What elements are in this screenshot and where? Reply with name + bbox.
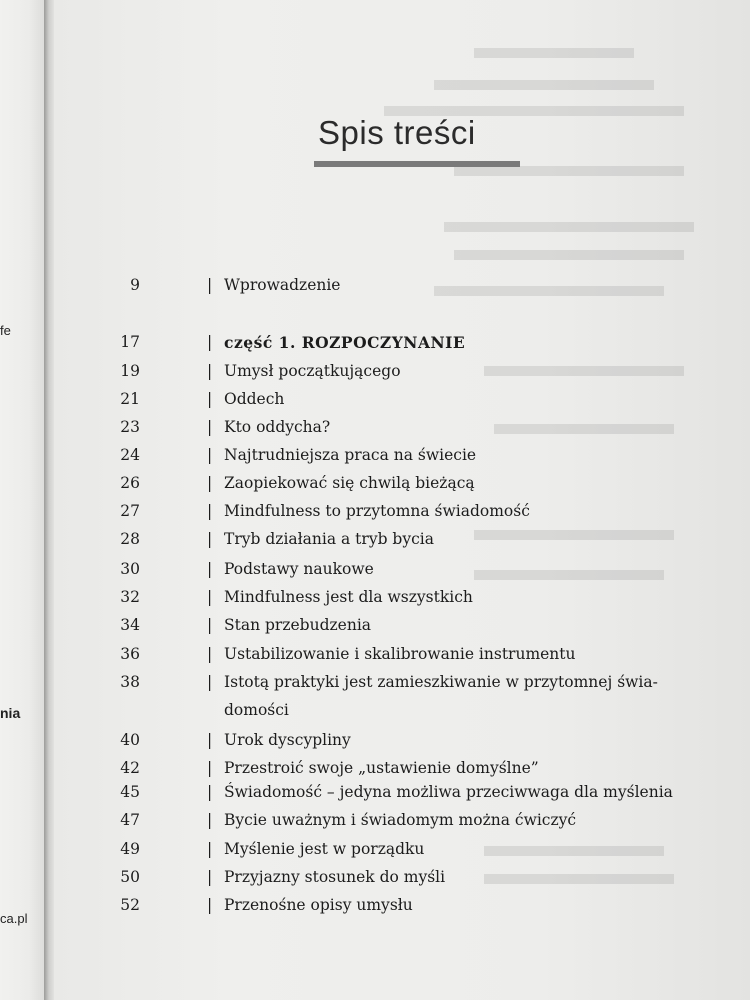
toc-page-number: 32 [120, 588, 140, 606]
toc-chapter-title: Mindfulness jest dla wszystkich [224, 588, 473, 606]
toc-chapter-title: Umysł początkującego [224, 362, 401, 380]
toc-entry [54, 333, 744, 361]
toc-chapter-title: Podstawy naukowe [224, 560, 374, 578]
toc-entry [54, 783, 744, 811]
page-title: Spis treści [318, 114, 476, 151]
toc-entry [54, 362, 744, 390]
toc-page-number: 47 [120, 811, 140, 829]
toc-entry [54, 390, 744, 418]
toc-part-heading: część 1. ROZPOCZYNANIE [224, 333, 466, 352]
toc-separator: | [207, 645, 213, 663]
toc-chapter-title: Zaopiekować się chwilą bieżącą [224, 474, 475, 492]
toc-page-number: 19 [120, 362, 140, 380]
toc-separator: | [207, 840, 213, 858]
toc-page-number: 21 [120, 390, 140, 408]
toc-separator: | [207, 474, 213, 492]
toc-entry [54, 502, 744, 530]
toc-page-number: 52 [120, 896, 140, 914]
toc-chapter-title: Bycie uważnym i świadomym można ćwiczyć [224, 811, 577, 829]
toc-chapter-title: Stan przebudzenia [224, 616, 372, 634]
toc-entry [54, 418, 744, 446]
toc-entry [54, 896, 744, 924]
toc-chapter-title: Myślenie jest w porządku [224, 840, 425, 858]
toc-separator: | [207, 673, 213, 691]
toc-page-number: 23 [120, 418, 140, 436]
toc-page-number: 17 [120, 333, 140, 351]
toc-page-number: 26 [120, 474, 140, 492]
toc-entry [54, 276, 744, 304]
toc-entry [54, 868, 744, 896]
toc-chapter-title: Wprowadzenie [224, 276, 341, 294]
toc-separator: | [207, 560, 213, 578]
book-page [54, 0, 750, 1000]
left-page-fragment: nia [0, 705, 21, 721]
toc-entry [54, 645, 744, 673]
toc-chapter-title: Przenośne opisy umysłu [224, 896, 413, 914]
toc-page-number: 45 [120, 783, 140, 801]
toc-separator: | [207, 616, 213, 634]
toc-entry [54, 588, 744, 616]
toc-separator: | [207, 530, 213, 548]
toc-page-number: 40 [120, 731, 140, 749]
toc-separator: | [207, 446, 213, 464]
toc-chapter-title-continuation: domości [224, 701, 289, 719]
toc-separator: | [207, 811, 213, 829]
toc-entry [54, 811, 744, 839]
toc-page-number: 30 [120, 560, 140, 578]
toc-page-number: 42 [120, 759, 140, 777]
toc-chapter-title: Tryb działania a tryb bycia [224, 530, 434, 548]
toc-chapter-title: Oddech [224, 390, 285, 408]
toc-page-number: 38 [120, 673, 140, 691]
toc-entry [54, 840, 744, 868]
left-page-fragment: fe [0, 323, 11, 338]
book-gutter [44, 0, 54, 1000]
toc-separator: | [207, 759, 213, 777]
toc-chapter-title: Istotą praktyki jest zamieszkiwanie w przytomnej świa- [224, 673, 658, 691]
title-underline [314, 161, 520, 167]
toc-separator: | [207, 502, 213, 520]
toc-entry [54, 673, 744, 701]
toc-chapter-title: Ustabilizowanie i skalibrowanie instrumentu [224, 645, 576, 663]
toc-separator: | [207, 896, 213, 914]
toc-page-number: 49 [120, 840, 140, 858]
toc-chapter-title: Najtrudniejsza praca na świecie [224, 446, 477, 464]
toc-page-number: 34 [120, 616, 140, 634]
toc-chapter-title: Przyjazny stosunek do myśli [224, 868, 446, 886]
toc-entry [54, 560, 744, 588]
toc-page-number: 27 [120, 502, 140, 520]
toc-entry [54, 616, 744, 644]
toc-chapter-title: Przestroić swoje „ustawienie domyślne” [224, 759, 539, 777]
toc-chapter-title: Kto oddycha? [224, 418, 331, 436]
left-page-fragment: ca.pl [0, 911, 28, 926]
toc-entry [54, 474, 744, 502]
toc-chapter-title: Urok dyscypliny [224, 731, 351, 749]
toc-entry [54, 731, 744, 759]
toc-entry [54, 530, 744, 558]
toc-separator: | [207, 783, 213, 801]
toc-chapter-title: Świadomość – jedyna możliwa przeciwwaga dla myślenia [224, 783, 673, 801]
toc-separator: | [207, 731, 213, 749]
toc-page-number: 24 [120, 446, 140, 464]
toc-separator: | [207, 588, 213, 606]
toc-page-number: 36 [120, 645, 140, 663]
toc-page-number: 28 [120, 530, 140, 548]
toc-separator: | [207, 362, 213, 380]
toc-separator: | [207, 276, 213, 294]
toc-page-number: 9 [130, 276, 140, 294]
toc-separator: | [207, 333, 213, 351]
left-page [0, 0, 48, 1000]
toc-separator: | [207, 418, 213, 436]
toc-separator: | [207, 868, 213, 886]
toc-entry [54, 446, 744, 474]
toc-chapter-title: Mindfulness to przytomna świadomość [224, 502, 530, 520]
toc-page-number: 50 [120, 868, 140, 886]
toc-separator: | [207, 390, 213, 408]
